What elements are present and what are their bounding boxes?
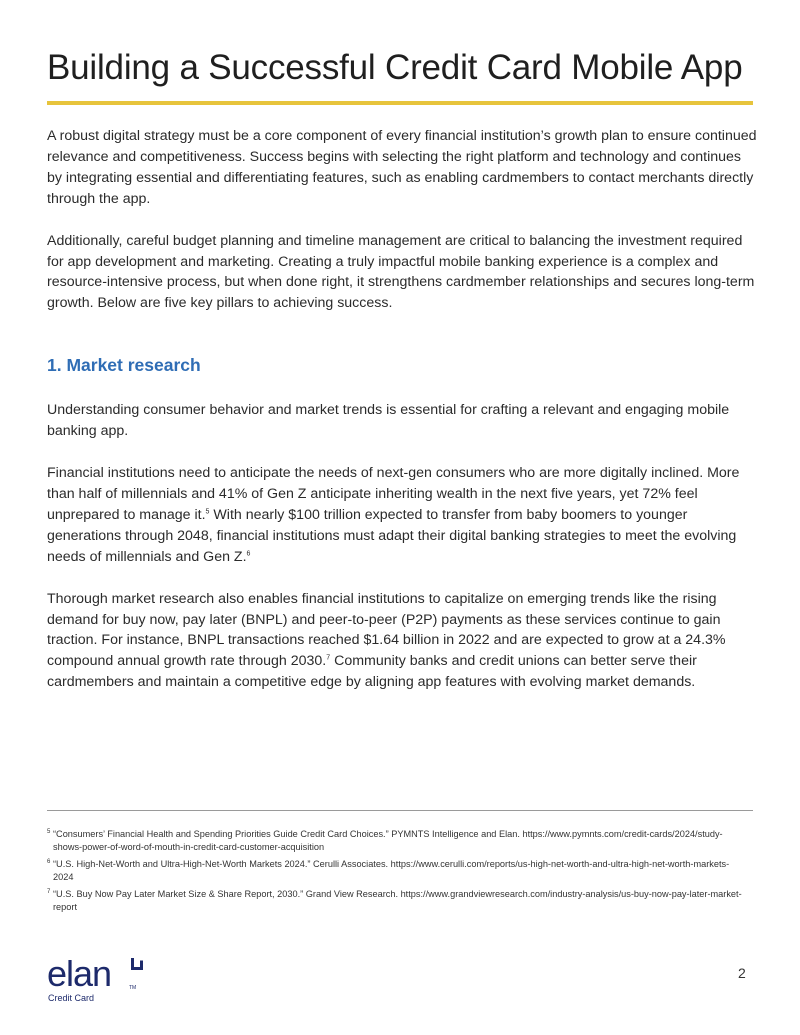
- footnote-reference-7: 7: [326, 654, 331, 662]
- footnotes: [47, 828, 747, 918]
- elan-logo: [47, 955, 157, 1005]
- market-research-paragraph-2: [47, 463, 757, 568]
- logo-trademark: TM: [129, 985, 137, 991]
- main-content: [47, 126, 757, 693]
- paragraph-text: Community banks and credit unions can better serve their cardmembers and maintain a competitive edge by aligning app features with evolving market demands.: [47, 653, 697, 691]
- intro-paragraph-1: A robust digital strategy must be a core component of every financial institution’s growth plan to ensure continued relevance and competitiveness. Success begins with selecting the right platform and technology and continues by integrating essential and differentiating features, such as enabling cardmembers to contact merchants directly through the app.: [47, 128, 757, 207]
- footnote-divider: [47, 810, 753, 811]
- footnote-reference-6: 6: [246, 549, 251, 557]
- footnote-number: 7: [47, 889, 51, 895]
- market-research-paragraph-1: Understanding consumer behavior and market trends is essential for crafting a relevant and engaging mobile banking app.: [47, 402, 730, 440]
- section-heading-market-research: 1. Market research: [47, 355, 201, 376]
- footnote-text: “U.S. Buy Now Pay Later Market Size & Share Report, 2030.” Grand View Research. https://www.grandviewresearch.com/industry-analysis/us-buy-now-pay-later-market-report: [53, 889, 742, 912]
- page-title: Building a Successful Credit Card Mobile App: [47, 48, 743, 87]
- market-research-paragraph-3: [47, 589, 757, 694]
- logo-wordmark: elan: [47, 953, 112, 994]
- paragraph-text: Financial institutions need to anticipate the needs of next-gen consumers who are more digitally inclined. More than half of millennials and 41% of Gen Z anticipate inheriting wealth in the next five years, yet 72% feel unprepared to manage it.: [47, 465, 740, 523]
- paragraph-text: Thorough market research also enables financial institutions to capitalize on emerging trends like the rising demand for buy now, pay later (BNPL) and peer-to-peer (P2P) payments as these services continue to gain traction. For instance, BNPL transactions reached $1.64 billion in 2022 and are expected to grow at a 24.3% compound annual growth rate through 2030.: [47, 590, 726, 670]
- footnote-7: [47, 888, 747, 914]
- footnote-text: “U.S. High-Net-Worth and Ultra-High-Net-Worth Markets 2024.” Cerulli Associates. https://www.cerulli.com/reports/us-high-net-worth-and-ultra-high-net-worth-markets-2024: [53, 859, 730, 882]
- intro-paragraph-2: Additionally, careful budget planning and timeline management are critical to balancing the investment required for app development and marketing. Creating a truly impactful mobile banking experience is a complex and resource-intensive process, but when done right, it strengthens cardmember relationships and secures long-term growth. Below are five key pillars to achieving success.: [47, 232, 755, 312]
- logo-subtitle: Credit Card: [48, 993, 95, 1003]
- footnote-text: “Consumers’ Financial Health and Spending Priorities Guide Credit Card Choices.” PYMNTS Intelligence and Elan. https://www.pymnts.com/credit-cards/2024/study-shows-power-of-word-of-mouth-in-credit-card-customer-acquisition: [53, 829, 723, 852]
- page-number: 2: [738, 965, 746, 981]
- footnote-6: [47, 858, 747, 884]
- logo-corner-mark-icon: [131, 958, 143, 970]
- footnote-number: 5: [47, 829, 51, 835]
- footnote-5: [47, 828, 747, 854]
- footnote-number: 6: [47, 859, 51, 865]
- paragraph-text: With nearly $100 trillion expected to transfer from baby boomers to younger generations through 2048, financial institutions must adapt their digital banking strategies to meet the evolving needs of millennials and Gen Z.: [47, 506, 737, 565]
- title-underline-rule: [47, 101, 753, 105]
- footnote-reference-5: 5: [205, 508, 210, 516]
